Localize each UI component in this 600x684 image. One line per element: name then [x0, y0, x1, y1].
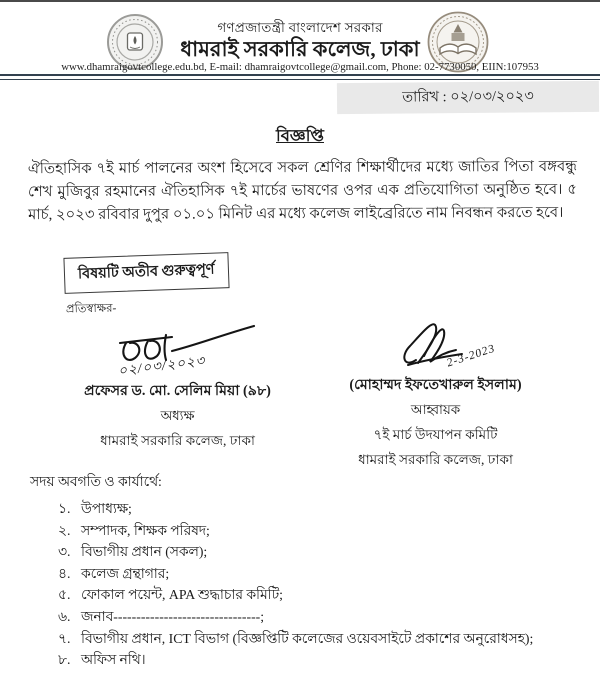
principal-designation: অধ্যক্ষ — [160, 408, 195, 423]
contact-line: www.dhamraigovtcollege.edu.bd, E-mail: dhamraigovtcollege@gmail.com, Phone: 02-7730050, EIIN:107953 — [61, 61, 539, 73]
item-number: ৩. — [58, 544, 71, 560]
item-text: কলেজ গ্রন্থাগার; — [81, 565, 170, 581]
important-note-text: বিষয়টি অতীব গুরুত্বপূর্ণ — [77, 261, 215, 283]
college-name: ধামরাই সরকারি কলেজ, ঢাকা — [180, 37, 420, 61]
list-item — [58, 606, 578, 628]
principal-handwritten-date: ০২/০৩/২০২৩ — [117, 352, 207, 379]
item-number: ৫. — [58, 587, 71, 603]
important-note-box — [63, 252, 229, 294]
distribution-heading: সদয় অবগতি ও কার্যার্থে: — [30, 474, 162, 489]
date-text: তারিখ : ০২/০৩/২০২৩ — [402, 87, 534, 106]
date-panel — [337, 81, 599, 114]
principal-signature-icon — [70, 322, 285, 378]
notice-title: বিজ্ঞপ্তি — [276, 126, 324, 145]
item-number: ২. — [58, 522, 71, 538]
item-number: ৪. — [58, 565, 71, 581]
list-item — [58, 520, 578, 542]
item-text: ফোকাল পয়েন্ট, APA শুদ্ধাচার কমিটি; — [81, 587, 283, 603]
header-divider — [0, 74, 600, 80]
list-item — [58, 649, 578, 671]
signature-block-convener — [328, 316, 543, 472]
government-line: গণপ্রজাতন্ত্রী বাংলাদেশ সরকার — [217, 20, 383, 35]
convener-designation: আহ্বায়ক — [410, 402, 461, 417]
convener-name: (মোহাম্মদ ইফতেখারুল ইসলাম) — [349, 377, 522, 393]
notice-body: ঐতিহাসিক ৭ই মার্চ পালনের অংশ হিসেবে সকল শ্রেণির শিক্ষার্থীদের মধ্যে জাতির পিতা বঙ্গবন্ধু শেখ মুজিবুর রহমানের ঐতিহাসিক ৭ই মার্চের ভাষণের ওপর এক প্রতিযোগিতা অনুষ্ঠিত হবে। ৫ মার্চ, ২০২৩ রবিবার দুপুর ০১.০১ মিনিট এর মধ্যে কলেজ লাইব্রেরিতে নাম নিবন্ধন করতে হবে। — [27, 158, 578, 224]
convener-handwritten-date: 2-3-2023 — [445, 342, 497, 370]
item-number: ১. — [58, 501, 71, 516]
item-text: বিভাগীয় প্রধান, ICT বিভাগ (বিজ্ঞপ্তিটি কলেজের ওয়েবসাইটে প্রকাশের অনুরোধসহ); — [81, 630, 534, 646]
item-number: ৬. — [58, 608, 71, 624]
signature-block-principal — [70, 322, 285, 453]
item-text: জনাব--------------------------------; — [81, 608, 265, 624]
list-item — [58, 628, 578, 650]
item-text: উপাধ্যক্ষ; — [81, 501, 132, 516]
item-text: সম্পাদক, শিক্ষক পরিষদ; — [81, 522, 210, 538]
list-item — [58, 584, 578, 606]
item-number: ৭. — [58, 630, 71, 646]
scan-top-border — [0, 0, 600, 2]
countersign-label: প্রতিস্বাক্ষর- — [65, 302, 117, 316]
item-text: অফিস নথি। — [81, 652, 146, 668]
convener-signature-icon — [328, 316, 543, 372]
item-number: ৮. — [58, 652, 71, 668]
list-item — [58, 563, 578, 585]
convener-committee: ৭ই মার্চ উদযাপন কমিটি — [373, 427, 498, 442]
item-text: বিভাগীয় প্রধান (সকল); — [81, 544, 208, 560]
principal-name: প্রফেসর ড. মো. সেলিম মিয়া (৯৮) — [84, 383, 271, 399]
list-item — [58, 498, 578, 520]
list-item — [58, 541, 578, 563]
principal-organization: ধামরাই সরকারি কলেজ, ঢাকা — [100, 433, 255, 448]
distribution-list — [58, 498, 578, 671]
convener-organization: ধামরাই সরকারি কলেজ, ঢাকা — [358, 452, 513, 467]
